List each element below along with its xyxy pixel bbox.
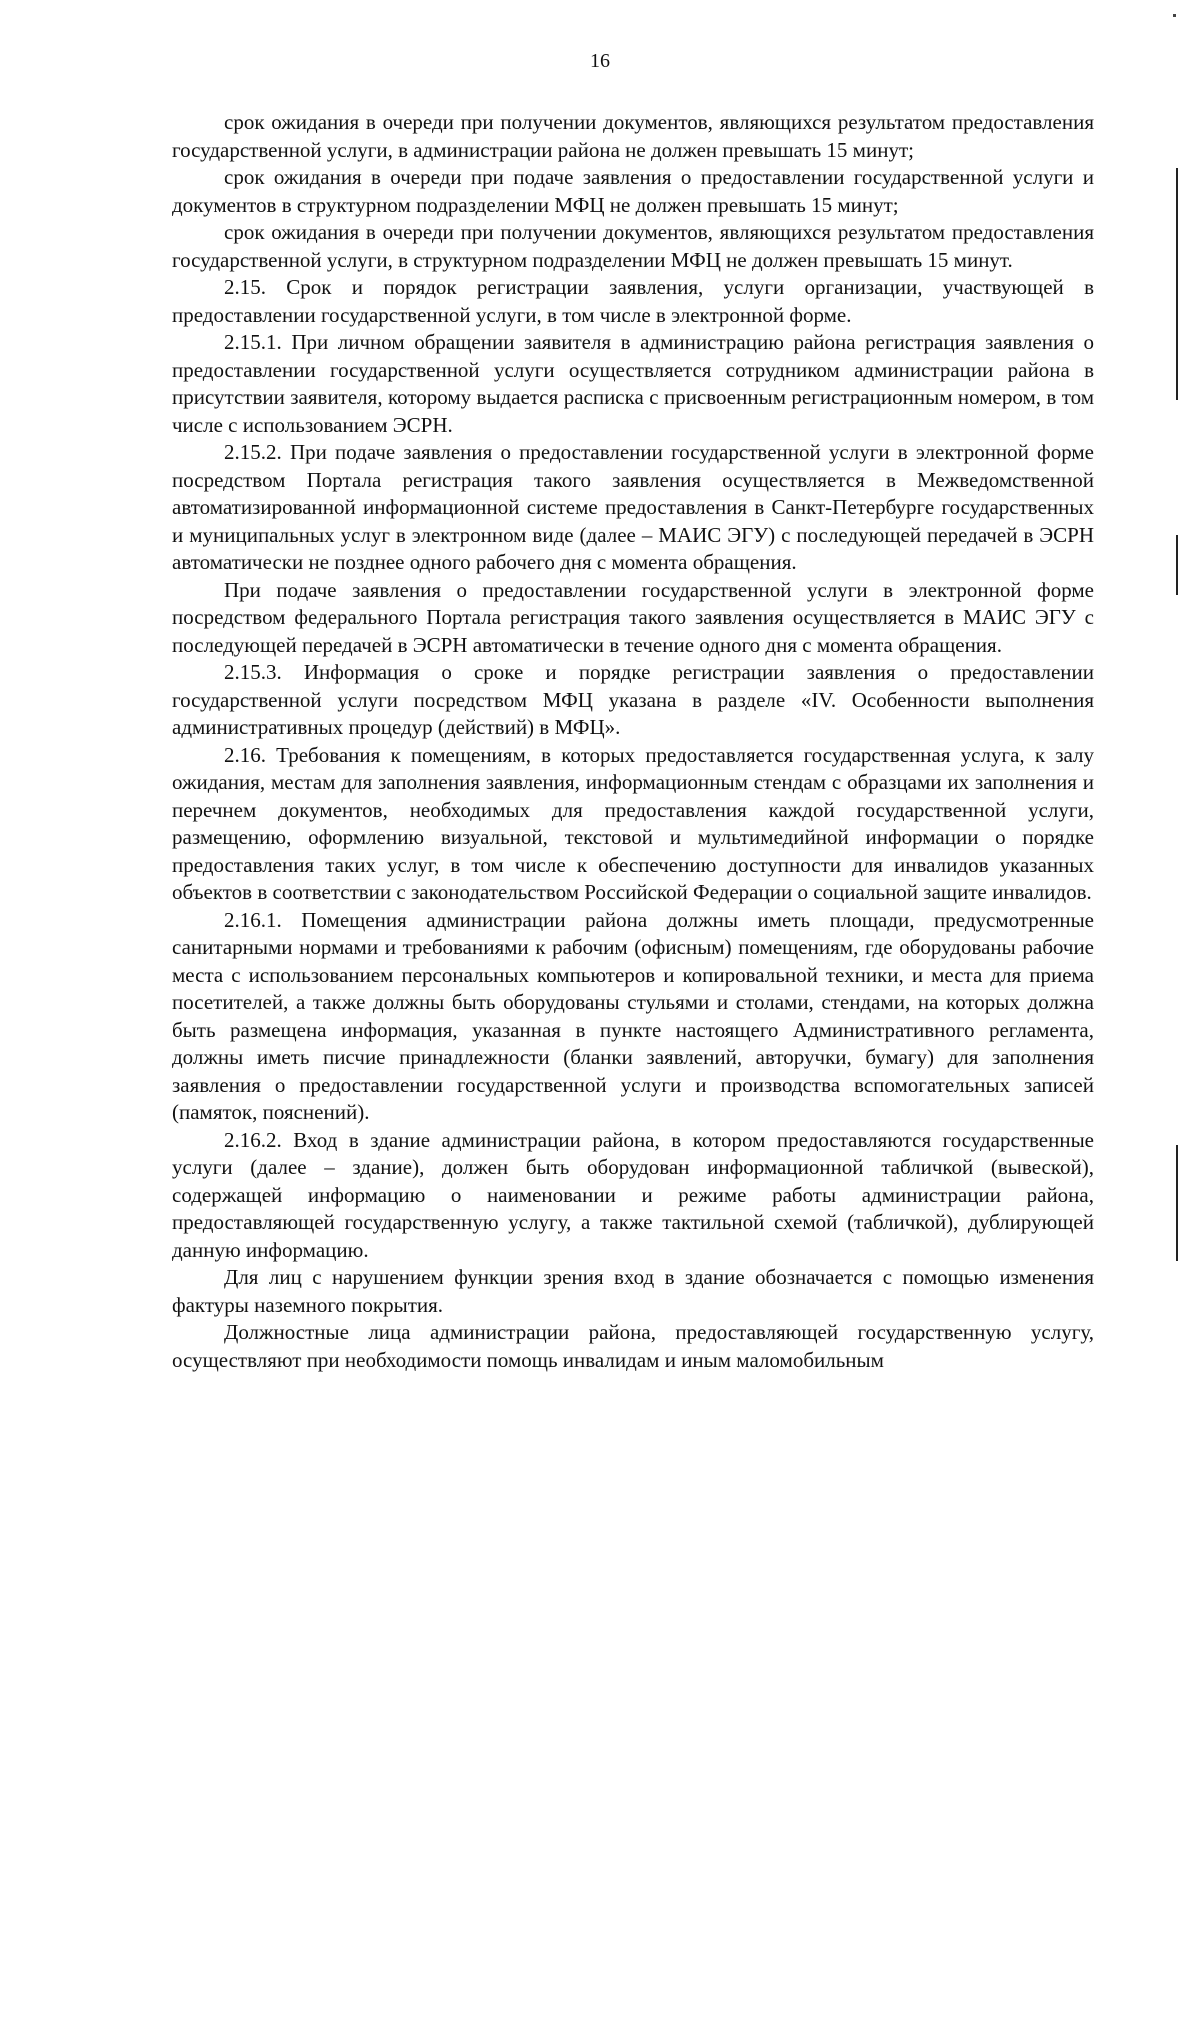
paragraph: срок ожидания в очереди при подаче заявления о предоставлении государственной услуги и документов в структурном подразделении МФЦ не должен превышать 15 минут;	[172, 165, 1094, 217]
section-heading-2-16: 2.16. Требования к помещениям, в которых предоставляется государственная услуга, к залу ожидания, местам для заполнения заявления, информационным стендам с образцами их заполнения и перечнем документов, необходимых для предоставления каждой государственной услуги, размещению, оформлению визуальной, текстовой и мультимедийной информации о порядке предоставления таких услуг, в том числе к обеспечению доступности для инвалидов указанных объектов в соответствии с законодательством Российской Федерации о социальной защите инвалидов.	[172, 742, 1094, 904]
paragraph-2-15-3: 2.15.3. Информация о сроке и порядке регистрации заявления о предоставлении государственной услуги посредством МФЦ указана в разделе «IV. Особенности выполнения административных процедур (действий) в МФЦ».	[172, 660, 1094, 739]
paragraph: срок ожидания в очереди при получении документов, являющихся результатом предоставления государственной услуги, в структурном подразделении МФЦ не должен превышать 15 минут.	[172, 220, 1094, 272]
paragraph-2-15-2: 2.15.2. При подаче заявления о предоставлении государственной услуги в электронной форме посредством Портала регистрация такого заявления осуществляется в Межведомственной автоматизированной информационной системе предоставления в Санкт-Петербурге государственных и муниципальных услуг в электронном виде (далее – МАИС ЭГУ) с последующей передачей в ЭСРН автоматически не позднее одного рабочего дня с момента обращения.	[172, 440, 1094, 574]
document-body	[172, 109, 1094, 1374]
scan-edge-mark	[1176, 168, 1178, 400]
paragraph: Должностные лица администрации района, предоставляющей государственную услугу, осуществляют при необходимости помощь инвалидам и иным маломобильным	[172, 1320, 1094, 1372]
page-number: 16	[590, 50, 610, 72]
paragraph: Для лиц с нарушением функции зрения вход в здание обозначается с помощью изменения фактуры наземного покрытия.	[172, 1265, 1094, 1317]
section-heading-2-15: 2.15. Срок и порядок регистрации заявления, услуги организации, участвующей в предоставлении государственной услуги, в том числе в электронной форме.	[172, 275, 1094, 327]
paragraph: срок ожидания в очереди при получении документов, являющихся результатом предоставления государственной услуги, в администрации района не должен превышать 15 минут;	[172, 110, 1094, 162]
scan-speck	[1173, 14, 1176, 17]
scan-edge-mark	[1176, 535, 1178, 595]
paragraph-2-16-1: 2.16.1. Помещения администрации района должны иметь площади, предусмотренные санитарными нормами и требованиями к рабочим (офисным) помещениям, где оборудованы рабочие места с использованием персональных компьютеров и копировальной техники, и места для приема посетителей, а также должны быть оборудованы стульями и столами, стендами, на которых должна быть размещена информация, указанная в пункте настоящего Административного регламента, должны иметь писчие принадлежности (бланки заявлений, авторучки, бумагу) для заполнения заявления о предоставлении государственной услуги и производства вспомогательных записей (памяток, пояснений).	[172, 907, 1094, 1124]
paragraph-2-15-1: 2.15.1. При личном обращении заявителя в администрацию района регистрация заявления о предоставлении государственной услуги осуществляется сотрудником администрации района в присутствии заявителя, которому выдается расписка с присвоенным регистрационным номером, в том числе с использованием ЭСРН.	[172, 330, 1094, 437]
scan-edge-mark	[1176, 1145, 1178, 1261]
paragraph-2-16-2: 2.16.2. Вход в здание администрации района, в котором предоставляются государственные услуги (далее – здание), должен быть оборудован информационной табличкой (вывеской), содержащей информацию о наименовании и режиме работы администрации района, предоставляющей государственную услугу, а также тактильной схемой (табличкой), дублирующей данную информацию.	[172, 1127, 1094, 1262]
paragraph: При подаче заявления о предоставлении государственной услуги в электронной форме посредством федерального Портала регистрация такого заявления осуществляется в МАИС ЭГУ с последующей передачей в ЭСРН автоматически в течение одного дня с момента обращения.	[172, 577, 1094, 657]
